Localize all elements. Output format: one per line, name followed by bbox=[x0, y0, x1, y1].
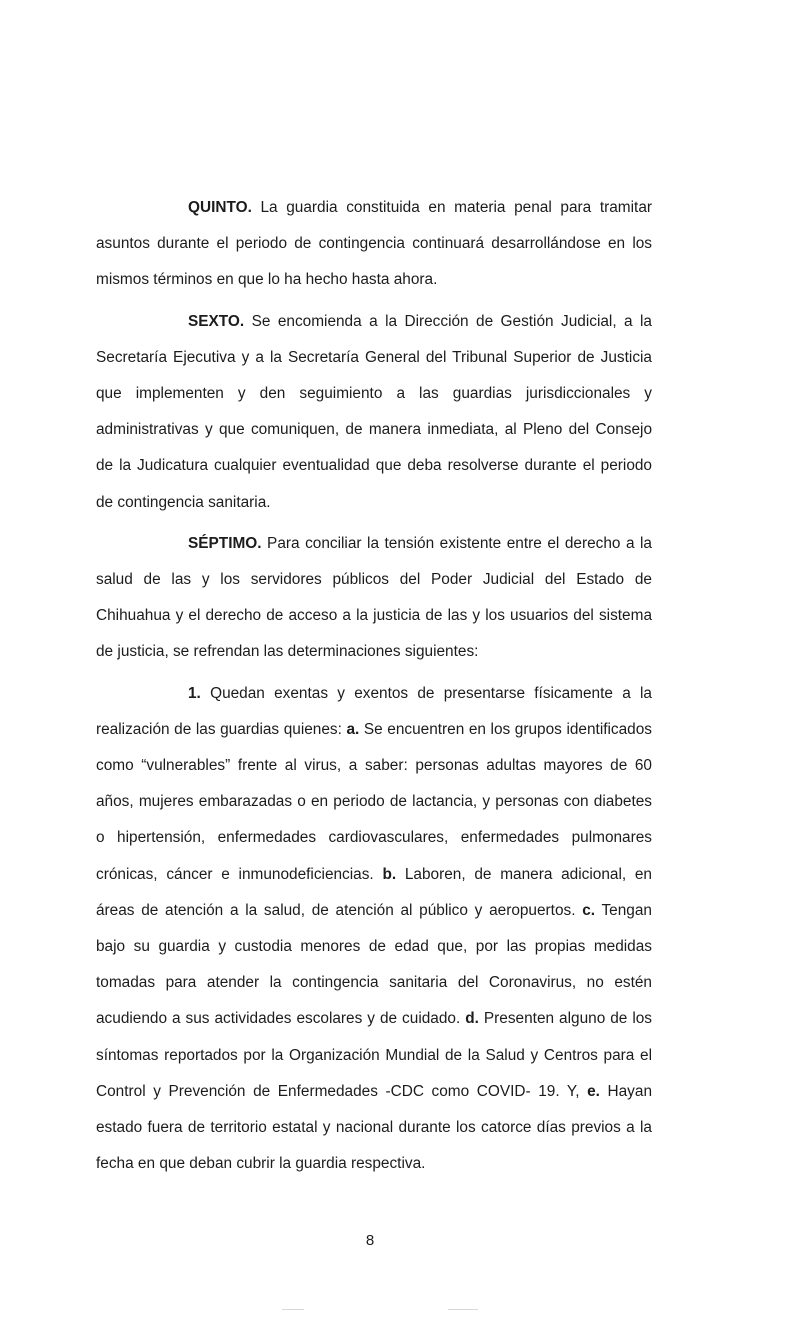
item-text-d: Presenten alguno de los síntomas reportados por la Organización Mundial de la Salud y Centros para el Control y Prevención de Enfermedades -CDC como COVID- 19. Y, bbox=[96, 1010, 652, 1100]
item-intro: Quedan exentas y exentos de presentarse físicamente a la realización de las guardias quienes: bbox=[96, 684, 652, 738]
item-text-e: Hayan estado fuera de territorio estatal y nacional durante los catorce días previos a la fecha en que deban cubrir la guardia respectiva. bbox=[96, 1082, 653, 1173]
item-text-b: Laboren, de manera adicional, en áreas de atención a la salud, de atención al público y aeropuertos. bbox=[96, 865, 652, 919]
paragraph-heading-quinto: QUINTO. bbox=[188, 199, 252, 216]
paragraph-text-quinto: La guardia constituida en materia penal para tramitar asuntos durante el periodo de contingencia continuará desarrollándose en los mismos términos en que lo ha hecho hasta ahora. bbox=[96, 199, 652, 289]
scan-mark bbox=[282, 1309, 304, 1310]
item-marker-a: a. bbox=[346, 720, 360, 738]
paragraph-sexto bbox=[96, 304, 652, 521]
paragraph-heading-septimo: SÉPTIMO. bbox=[188, 534, 262, 552]
paragraph-text-sexto: Se encomienda a la Dirección de Gestión Judicial, a la Secretaría Ejecutiva y a la Secretaría General del Tribunal Superior de Justicia que implementen y den seguimiento a las guardias jurisdiccionales y administrativas y que comuniquen, de manera inmediata, al Pleno del Consejo de la Judicatura cualquier eventualidad que deba resolverse durante el periodo de contingencia sanitaria. bbox=[96, 312, 652, 511]
item-marker-c: c. bbox=[582, 901, 596, 919]
scan-mark bbox=[448, 1309, 478, 1310]
page-number: 8 bbox=[365, 1232, 375, 1249]
paragraph-heading-sexto: SEXTO. bbox=[188, 312, 245, 330]
item-number: 1. bbox=[188, 684, 201, 702]
item-text-a: Se encuentren en los grupos identificados como “vulnerables” frente al virus, a saber: personas adultas mayores de 60 años, mujeres embarazadas o en periodo de lactancia, y personas con diabetes o hipertensión, enfermedades cardiovasculares, enfermedades pulmonares crónicas, cáncer e inmunodeficiencias. bbox=[96, 720, 652, 883]
item-marker-e: e. bbox=[587, 1082, 600, 1100]
item-marker-d: d. bbox=[465, 1010, 479, 1028]
item-marker-b: b. bbox=[382, 865, 397, 883]
paragraph-quinto bbox=[96, 190, 652, 299]
numbered-item-1 bbox=[96, 676, 652, 1183]
item-text-c: Tengan bajo su guardia y custodia menores de edad que, por las propias medidas tomadas para atender la contingencia sanitaria del Coronavirus, no estén acudiendo a sus actividades escolares y de cuidado. bbox=[96, 901, 652, 1028]
paragraph-septimo bbox=[96, 526, 652, 671]
document-body bbox=[96, 190, 652, 1187]
paragraph-text-septimo: Para conciliar la tensión existente entre el derecho a la salud de las y los servidores públicos del Poder Judicial del Estado de Chihuahua y el derecho de acceso a la justicia de las y los usuarios del sistema de justicia, se refrendan las determinaciones siguientes: bbox=[96, 534, 652, 661]
